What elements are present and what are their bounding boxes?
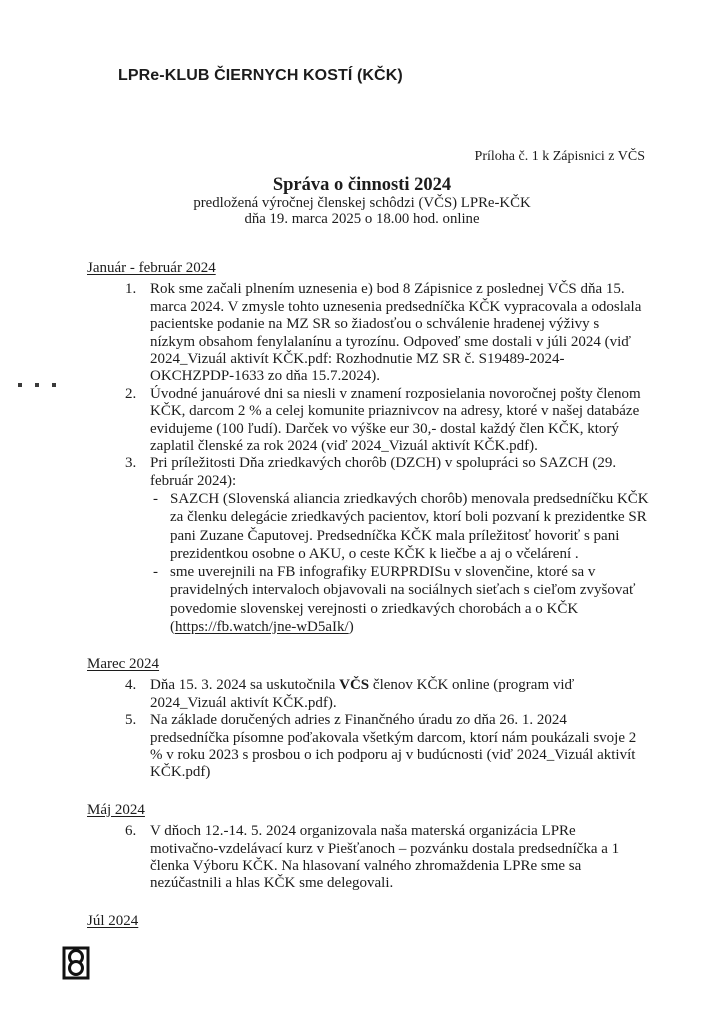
dash-marker: - (153, 564, 158, 581)
stamp-logo-icon (62, 946, 90, 985)
hyperlink[interactable]: https://fb.watch/jne-wD5aIk/ (175, 618, 349, 635)
item-text (150, 281, 642, 385)
item-text (150, 455, 642, 490)
section-heading-text: Marec 2024 (87, 655, 160, 672)
document-section (87, 913, 662, 930)
list-item (125, 455, 662, 490)
item-text (150, 712, 642, 782)
list-item (125, 712, 662, 782)
title-block (0, 175, 724, 227)
annotation: Príloha č. 1 k Zápisnici z VČS (474, 149, 645, 164)
section-heading (87, 656, 662, 673)
section-heading (87, 802, 662, 819)
section-heading-text: Máj 2024 (87, 801, 145, 818)
list-item (125, 677, 662, 712)
sub-item-text (170, 490, 659, 563)
section-heading-text: Júl 2024 (87, 912, 139, 929)
dash-marker: - (153, 491, 158, 508)
document-section (87, 656, 662, 782)
page-title: Správa o činnosti 2024 (272, 175, 452, 195)
item-number: 1. (125, 281, 137, 298)
letterhead: LPRe-KLUB ČIERNYCH KOSTÍ (KČK) (118, 67, 403, 84)
item-text (150, 677, 642, 712)
section-heading (87, 260, 662, 277)
item-number: 2. (125, 385, 137, 402)
section-heading-text: Január - február 2024 (87, 260, 216, 276)
list-item (125, 281, 662, 385)
sub-list-item (153, 563, 662, 636)
list-item (125, 386, 662, 456)
text-segment: ) (348, 618, 354, 635)
section-heading (87, 913, 662, 930)
report-subtitle-1: predložená výročnej členskej schôdzi (VČS) LPRe-KČK (193, 195, 531, 211)
item-text (150, 823, 642, 893)
item-number: 6. (125, 823, 137, 840)
text-segment: V dňoch 12.-14. 5. 2024 organizovala naša materská organizácia LPRe motivačno-vzdelávací kurz v Piešťanoch – pozvánku dostala predsedníčka a 1 členka Výboru KČK. Na hlasovaní valného zhromaždenia LPRe sme sa nezúčastnili a hlas KČK sme delegovali. (150, 823, 620, 892)
bold-text-segment: VČS (339, 677, 370, 694)
text-segment: Úvodné januárové dni sa niesli v znamení rozposielania novoročnej pošty členom KČK, darcom 2 % a celej komunite priaznivcov na adresy, ktoré v našej databáze evidujeme (100 ľudí). Darček vo výške eur 30,- dostal každý člen KČK, ktorý zaplatil členské za rok 2024 (viď 2024_Vizuál aktivít KČK.pdf). (150, 385, 641, 455)
text-segment: Rok sme začali plnením uznesenia e) bod 8 Zápisnice z poslednej VČS dňa 15. marca 2024. V zmysle tohto uznesenia predsedníčka KČK vypracovala a odoslala pacientske podanie na MZ SR so žiadosťou o schválenie hradenej výživy s nízkym obsahom fenylalanínu a tyrozínu. Odpoveď sme dostali v júli 2024 (viď 2024_Vizuál aktivít KČK.pdf: Rozhodnutie MZ SR č. S19489-2024-OKCHZPDP-1633 zo dňa 15.7.2024). (150, 281, 642, 385)
text-segment: Pri príležitosti Dňa zriedkavých chorôb (DZCH) v spolupráci so SAZCH (29. február 2024): (150, 455, 617, 489)
report-subtitle-2: dňa 19. marca 2025 o 18.00 hod. online (244, 210, 480, 227)
document-body (87, 260, 662, 934)
text-segment: sme uverejnili na FB infografiky EURPRDISu v slovenčine, ktoré sa v pravidelných intervaloch objavovali na sociálnych sieťach s cieľom zvyšovať povedomie slovenskej verejnosti o zriedkavých chorobách a o KČK ( (170, 564, 636, 635)
list-item (125, 823, 662, 893)
text-segment: Dňa 15. 3. 2024 sa uskutočnila (150, 677, 340, 694)
item-text (150, 386, 642, 456)
item-number: 5. (125, 712, 137, 729)
item-number: 4. (125, 677, 137, 694)
sub-item-text (170, 563, 659, 636)
text-segment: SAZCH (Slovenská aliancia zriedkavých chorôb) menovala predsedníčku KČK za členku delegácie zriedkavých pacientov, ktorí boli pozvaní k prezidentke SR pani Zuzane Čaputovej. Predsedníčka KČK mala príležitosť hovoriť s pani prezidentkou osobne o AKU, o ceste KČK k liečbe a aj o včelárení . (170, 491, 649, 562)
document-section (87, 802, 662, 893)
item-number: 3. (125, 455, 137, 472)
margin-artifact-dots-icon (18, 383, 56, 387)
document-section (87, 260, 662, 636)
sub-list-item (153, 490, 662, 563)
text-segment: Na základe doručených adries z Finančného úradu zo dňa 26. 1. 2024 predsedníčka písomne poďakovala všetkým darcom, ktorí nám poukázali svoje 2 % v roku 2023 s prosbou o ich podporu aj v budúcnosti (viď 2024_Vizuál aktivít KČK.pdf) (150, 712, 637, 781)
text-segment: členov KČK online (program viď 2024_Vizuál aktivít KČK.pdf). (150, 677, 575, 711)
